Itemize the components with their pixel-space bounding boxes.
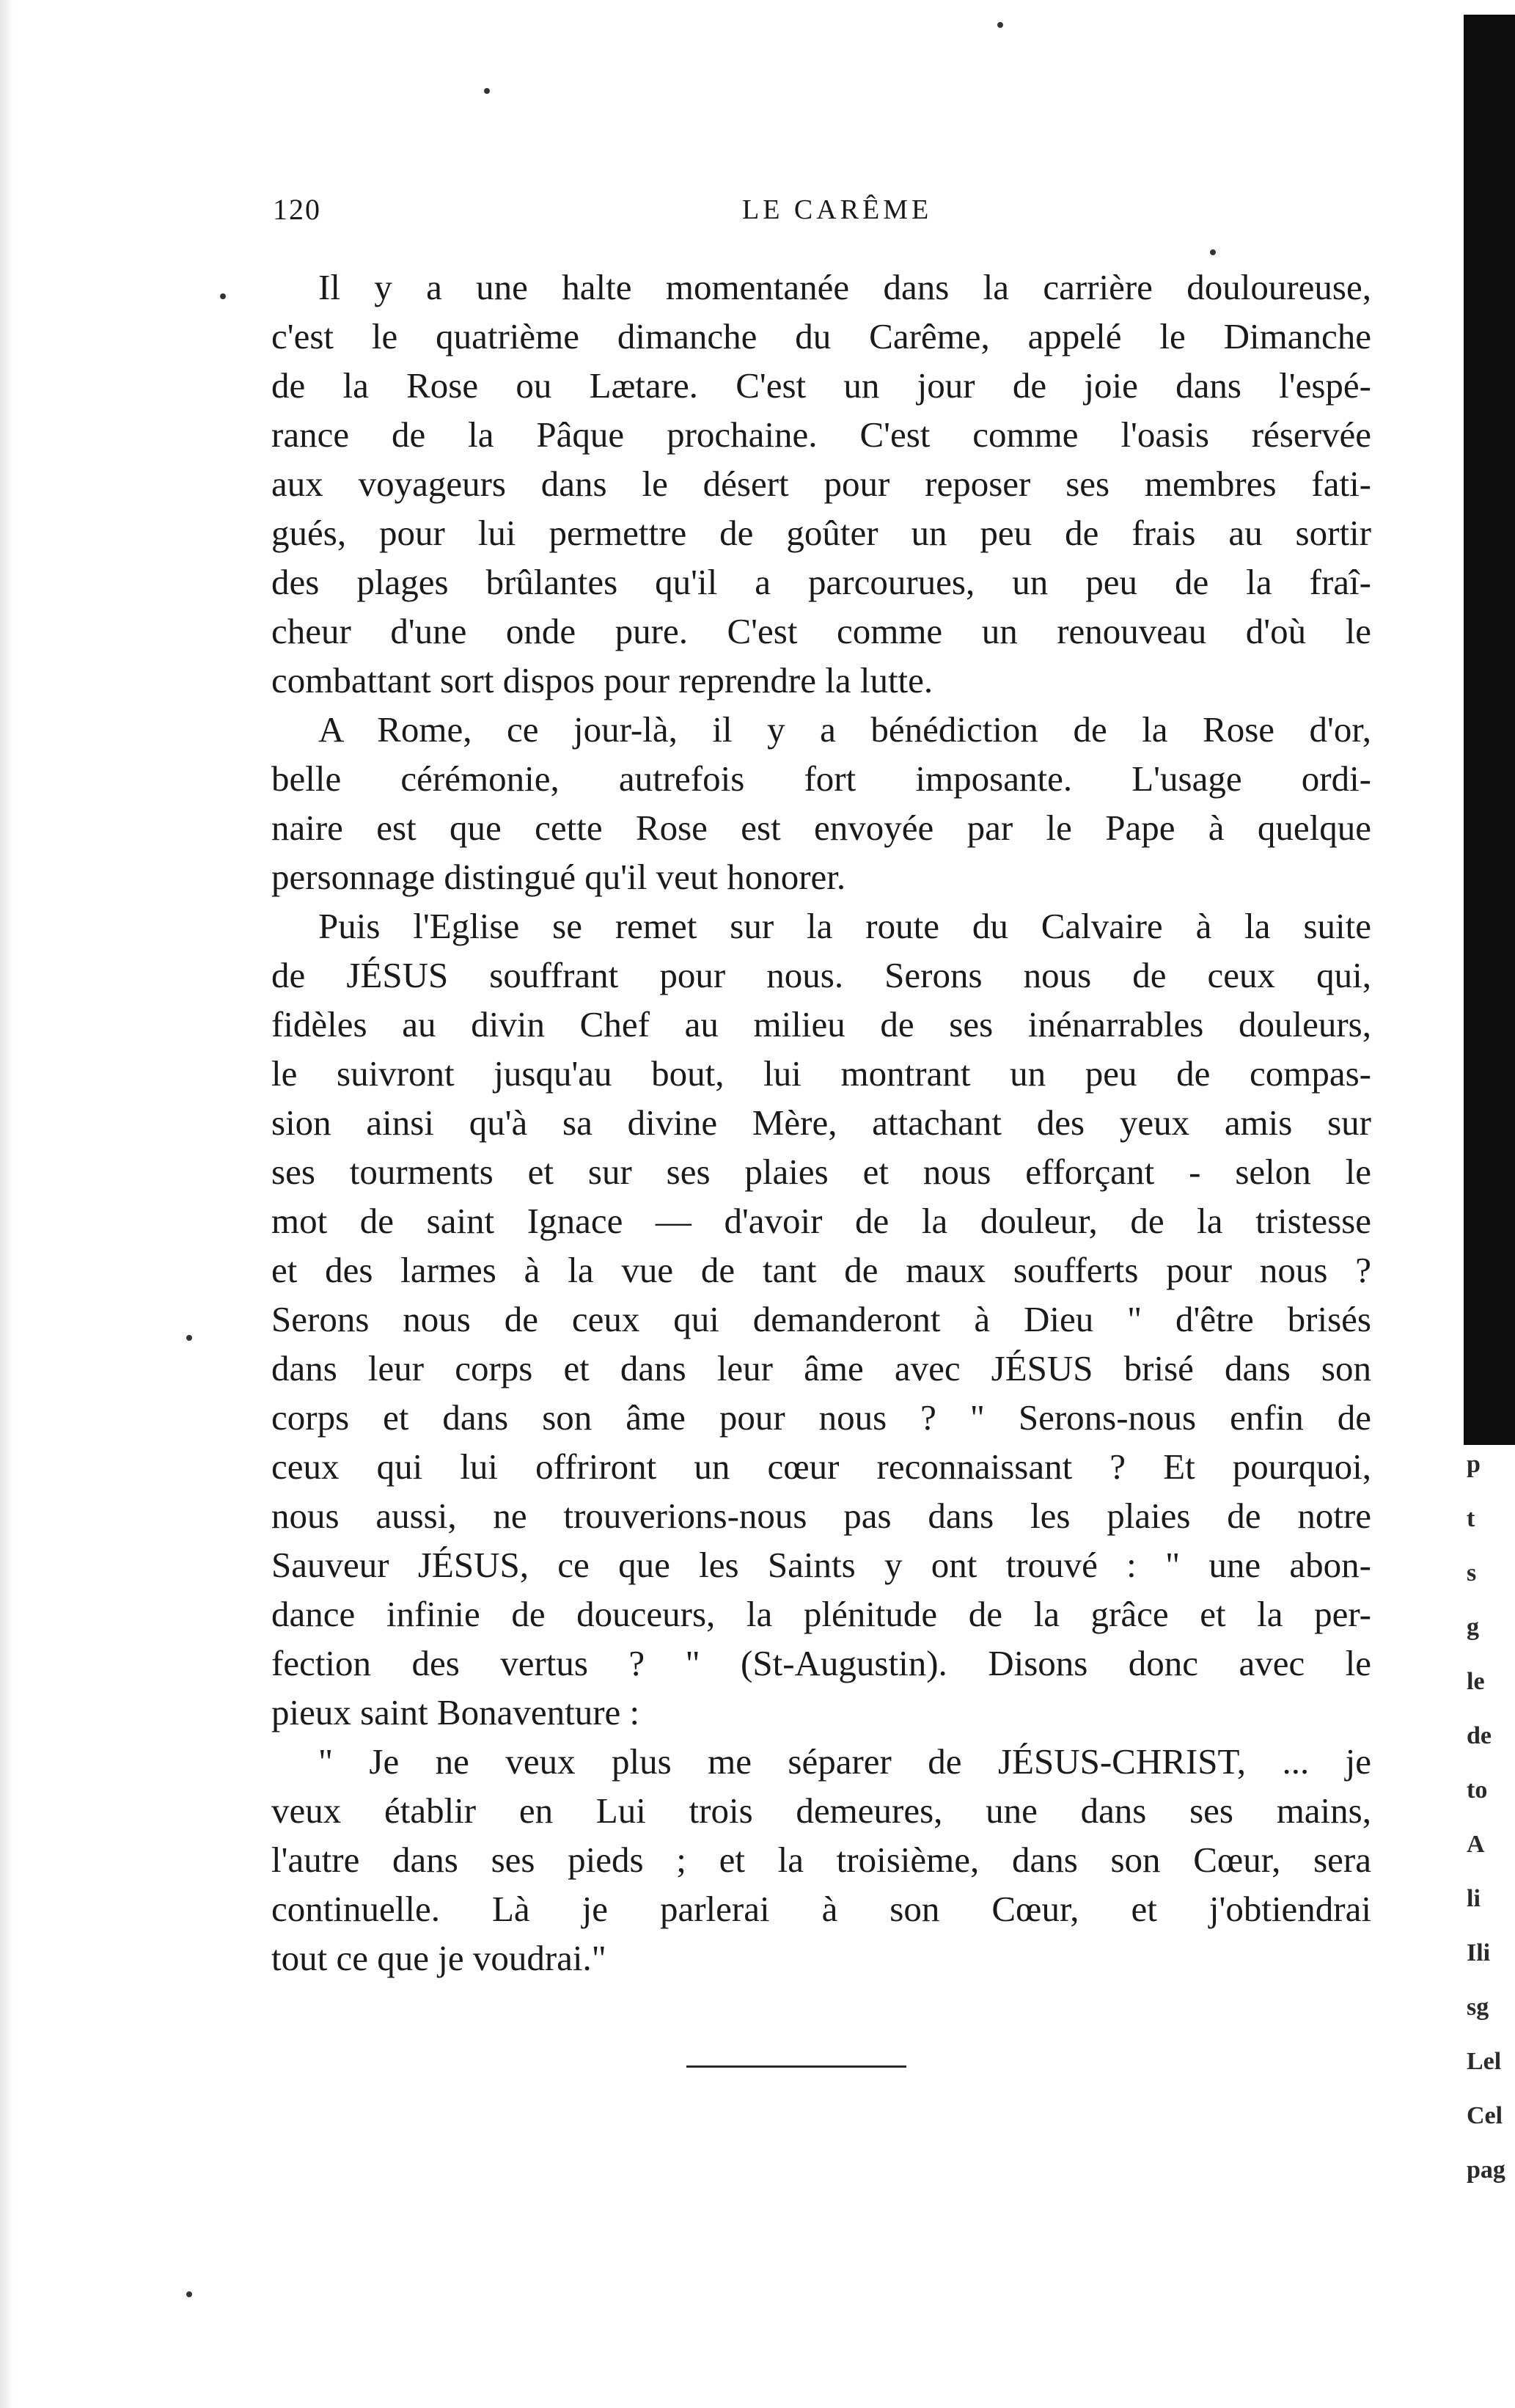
bleed-fragment: A — [1467, 1831, 1485, 1858]
text-line: mot de saint Ignace — d'avoir de la douleur, de la tristesse — [271, 1201, 1371, 1241]
text-line: tout ce que je voudrai." — [271, 1938, 606, 1978]
text-line: naire est que cette Rose est envoyée par le Pape à quelque — [271, 808, 1371, 848]
bleed-fragment: Ili — [1467, 1939, 1491, 1966]
text-line: fidèles au divin Chef au milieu de ses inénarrables douleurs, — [271, 1004, 1371, 1044]
section-separator — [686, 2065, 906, 2068]
bleed-fragment: le — [1467, 1668, 1485, 1695]
text-line: nous aussi, ne trouverions-nous pas dans les plaies de notre — [271, 1496, 1371, 1536]
scan-speck — [997, 22, 1003, 28]
bleed-fragment: pag — [1467, 2156, 1505, 2184]
bleed-fragment: s — [1467, 1559, 1477, 1587]
text-line: dans leur corps et dans leur âme avec JÉSUS brisé dans son — [271, 1348, 1371, 1388]
bleed-fragment: de — [1467, 1722, 1492, 1749]
text-line: Puis l'Eglise se remet sur la route du Calvaire à la suite — [318, 906, 1371, 946]
scan-speck — [484, 88, 490, 94]
bleed-fragment: Cel — [1467, 2102, 1503, 2129]
text-line: pieux saint Bonaventure : — [271, 1692, 640, 1732]
text-line: de la Rose ou Lætare. C'est un jour de joie dans l'espé- — [271, 365, 1371, 406]
text-line: A Rome, ce jour-là, il y a bénédiction de la Rose d'or, — [318, 709, 1371, 750]
text-line: belle cérémonie, autrefois fort imposante. L'usage ordi- — [271, 758, 1371, 799]
text-line: aux voyageurs dans le désert pour reposer ses membres fati- — [271, 464, 1371, 504]
scan-speck — [220, 293, 226, 299]
text-line: de JÉSUS souffrant pour nous. Serons nous de ceux qui, — [271, 955, 1371, 995]
bleed-fragment: g — [1467, 1614, 1479, 1641]
text-line: l'autre dans ses pieds ; et la troisième, dans son Cœur, sera — [271, 1840, 1371, 1880]
text-line: gués, pour lui permettre de goûter un peu de frais au sortir — [271, 513, 1371, 553]
scan-speck — [186, 1335, 192, 1341]
text-line: ceux qui lui offriront un cœur reconnaissant ? Et pourquoi, — [271, 1446, 1371, 1487]
facing-page-bleed — [1467, 1438, 1511, 2197]
text-line: sion ainsi qu'à sa divine Mère, attachant des yeux amis sur — [271, 1102, 1371, 1143]
page-left-edge — [0, 0, 13, 2408]
bleed-fragment: Lel — [1467, 2048, 1502, 2075]
text-line: des plages brûlantes qu'il a parcourues, un peu de la fraî- — [271, 562, 1371, 602]
bleed-fragment: to — [1467, 1776, 1488, 1804]
text-line: ses tourments et sur ses plaies et nous efforçant - selon le — [271, 1152, 1371, 1192]
bleed-fragment: sg — [1467, 1994, 1489, 2021]
page-number: 120 — [273, 193, 321, 226]
bleed-fragment: t — [1467, 1505, 1475, 1532]
bleed-fragment: p — [1467, 1451, 1481, 1478]
text-line: et des larmes à la vue de tant de maux soufferts pour nous ? — [271, 1250, 1371, 1290]
scan-speck — [186, 2291, 192, 2297]
text-line: " Je ne veux plus me séparer de JÉSUS-CHRIST, ... je — [318, 1741, 1371, 1782]
text-line: le suivront jusqu'au bout, lui montrant un peu de compas- — [271, 1053, 1371, 1094]
running-head — [273, 192, 1365, 236]
text-line: personnage distingué qu'il veut honorer. — [271, 857, 846, 897]
body-text — [271, 263, 1371, 1983]
text-line: dance infinie de douceurs, la plénitude de la grâce et la per- — [271, 1594, 1371, 1634]
binding-shadow — [1464, 15, 1515, 1445]
running-title: LE CARÊME — [742, 194, 933, 225]
text-line: fection des vertus ? " (St-Augustin). Disons donc avec le — [271, 1643, 1371, 1683]
text-line: rance de la Pâque prochaine. C'est comme l'oasis réservée — [271, 414, 1371, 455]
text-line: corps et dans son âme pour nous ? " Serons-nous enfin de — [271, 1397, 1371, 1438]
text-line: continuelle. Là je parlerai à son Cœur, et j'obtiendrai — [271, 1889, 1371, 1929]
text-line: Sauveur JÉSUS, ce que les Saints y ont trouvé : " une abon- — [271, 1545, 1371, 1585]
scan-speck — [1210, 249, 1216, 255]
text-line: veux établir en Lui trois demeures, une dans ses mains, — [271, 1790, 1371, 1831]
text-line: Serons nous de ceux qui demanderont à Dieu " d'être brisés — [271, 1299, 1371, 1339]
text-line: c'est le quatrième dimanche du Carême, appelé le Dimanche — [271, 316, 1371, 356]
bleed-fragment: li — [1467, 1885, 1481, 1912]
text-line: combattant sort dispos pour reprendre la lutte. — [271, 660, 933, 700]
text-line: Il y a une halte momentanée dans la carrière douloureuse, — [318, 267, 1371, 307]
text-line: cheur d'une onde pure. C'est comme un renouveau d'où le — [271, 611, 1371, 651]
